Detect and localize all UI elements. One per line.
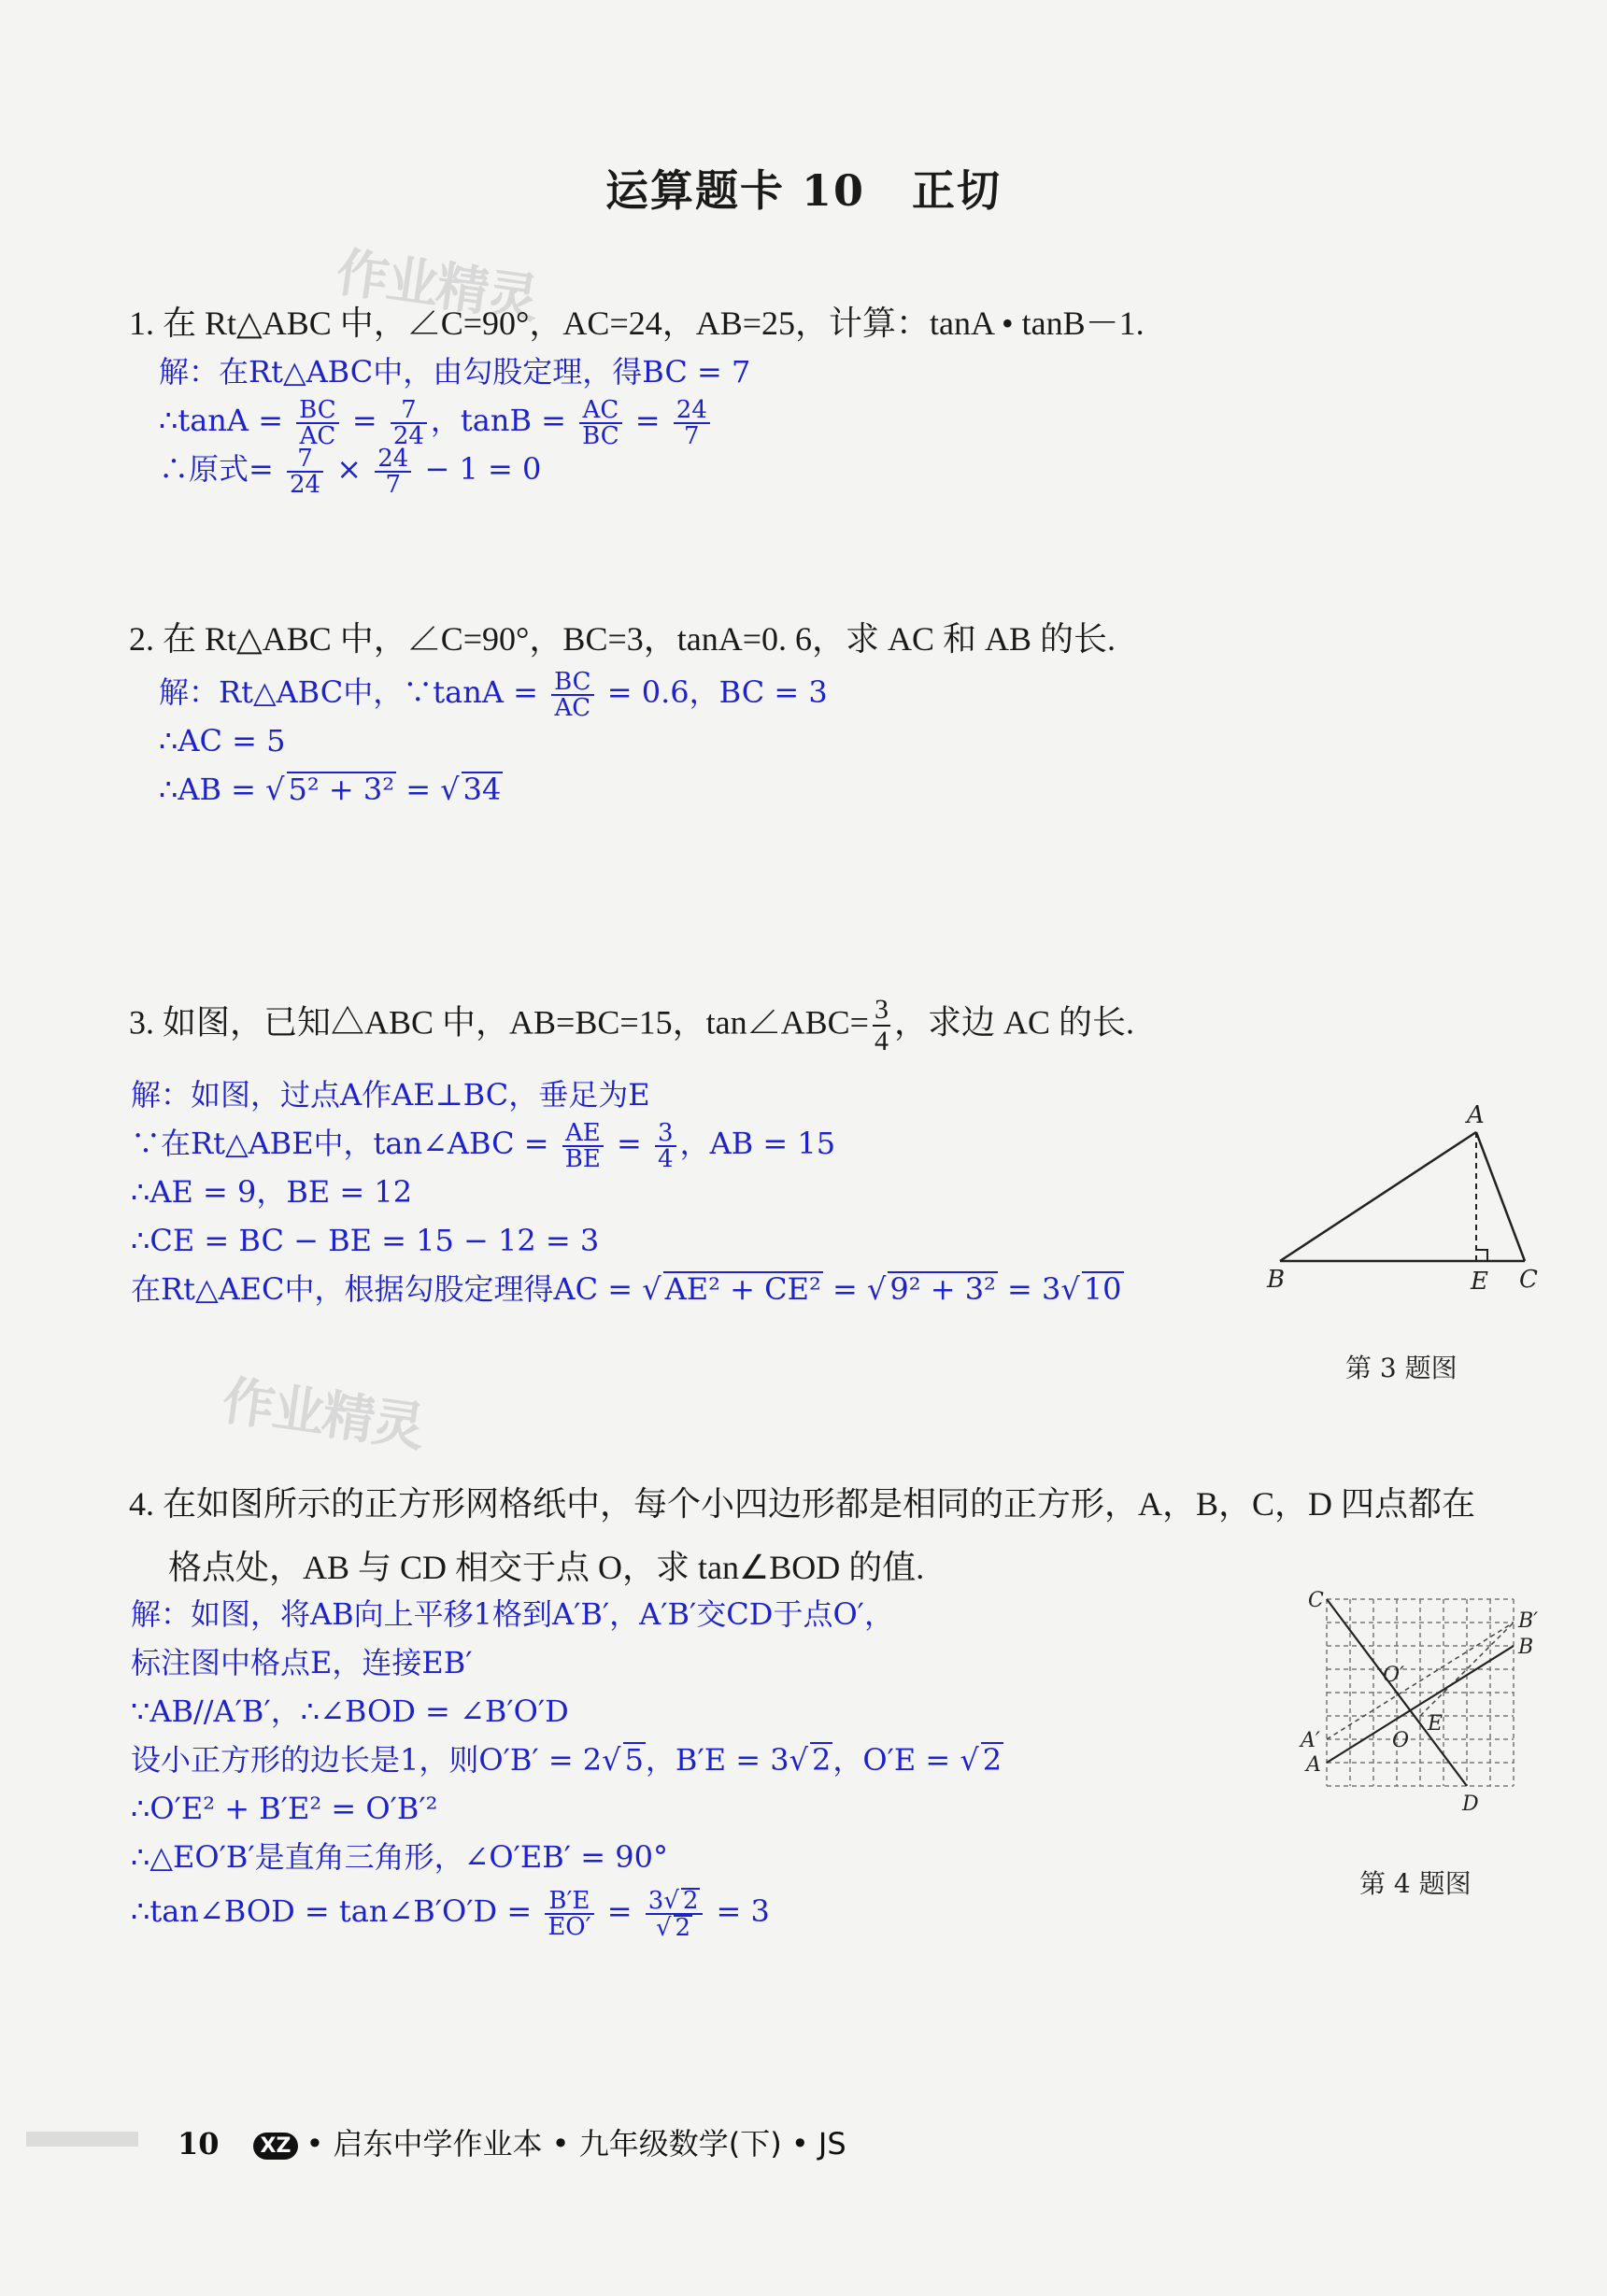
q4-label-d: D bbox=[1462, 1793, 1479, 1816]
q1-frac-24-7b: $\frac{24}{7}$ bbox=[375, 446, 411, 497]
q1-line-1: 解：在Rt△ABC中，由勾股定理，得BC = 7 bbox=[159, 354, 751, 390]
q1-frac-7-24b: $\frac{7}{24}$ bbox=[287, 446, 323, 497]
q1-tanB-label: ，tanB = bbox=[430, 403, 566, 438]
q4-label-a: A bbox=[1306, 1753, 1321, 1777]
q3-line-2: ∵在Rt△ABE中，tan∠ABC = $\frac{AE}{BE}$ = $\frac{3}{4}$ ，AB = 15 bbox=[131, 1118, 836, 1173]
q3-sqrt-2: 9² + 3² bbox=[889, 1271, 996, 1307]
q2-line-2: ∴AC = 5 bbox=[159, 723, 286, 758]
q4-question-line-2: 格点处，AB 与 CD 相交于点 O，求 tan∠BOD 的值. bbox=[168, 1549, 925, 1586]
q4-label-ap: A′ bbox=[1301, 1729, 1320, 1752]
footer-text: • 启东中学作业本 • 九年级数学(下) • JS bbox=[306, 2126, 846, 2161]
q2-line-3: ∴AB = √ 5² + 3² = √ 34 bbox=[159, 772, 502, 807]
q3-label-b: B bbox=[1267, 1266, 1286, 1294]
watermark-2: 作业精灵 bbox=[218, 1370, 427, 1459]
q4-sqrt-5: 5 bbox=[624, 1742, 644, 1778]
q4-label-c: C bbox=[1308, 1589, 1324, 1612]
q4-frac-3r2-r2: $\frac{3√ 2}{√ 2}$ bbox=[646, 1888, 704, 1940]
q4-figure bbox=[1280, 1579, 1551, 1831]
q3-figure bbox=[1261, 1093, 1560, 1308]
page-title bbox=[0, 157, 1607, 219]
q4-line-5: ∴O′E² + B′E² = O′B′² bbox=[131, 1791, 438, 1826]
q1-frac-bc-ac: $\frac{BC}{AC}$ bbox=[296, 398, 338, 448]
footer-decoration bbox=[26, 2128, 138, 2150]
q3-side-ac bbox=[1476, 1132, 1525, 1261]
q4-line-6: ∴△EO′B′是直角三角形，∠O′EB′ = 90° bbox=[131, 1839, 668, 1875]
q4-label-e: E bbox=[1428, 1712, 1443, 1736]
q4-sqrt-2a: 2 bbox=[811, 1742, 832, 1778]
q1-tanA-label: ∴tanA = bbox=[159, 403, 283, 438]
q4-line-4: 设小正方形的边长是1，则O′B′ = 2√ 5，B′E = 3√ 2，O′E = √ 2 bbox=[131, 1742, 1003, 1778]
q4-caption: 第 4 题图 bbox=[1359, 1868, 1472, 1899]
q4-solution bbox=[131, 1590, 1003, 1942]
q3-sqrt-3: 10 bbox=[1083, 1271, 1122, 1307]
q4-label-bp: B′ bbox=[1518, 1609, 1539, 1633]
q3-frac-3-4b: $\frac{3}{4}$ bbox=[655, 1121, 676, 1171]
q2-frac-bc-ac: $\frac{BC}{AC}$ bbox=[551, 670, 593, 720]
q3-line-3: ∴AE = 9，BE = 12 bbox=[131, 1174, 413, 1210]
title-topic: 正切 bbox=[912, 165, 1003, 216]
q2-sqrt-1: 5² + 3² bbox=[288, 772, 395, 807]
q4-line-7: ∴tan∠BOD = tan∠B′O′D = $\frac{B'E}{EO'}$ = $\frac{3√ 2}{√ 2}$ = 3 bbox=[131, 1886, 770, 1942]
page-number: 10 bbox=[178, 2126, 220, 2161]
q1-frac-ac-bc: $\frac{AC}{BC}$ bbox=[579, 398, 621, 448]
q4-label-b: B bbox=[1518, 1636, 1534, 1659]
q3-line-4: ∴CE = BC − BE = 15 − 12 = 3 bbox=[131, 1223, 600, 1258]
q4-line-1: 解：如图，将AB向上平移1格到A′B′，A′B′交CD于点O′， bbox=[131, 1596, 894, 1632]
footer bbox=[178, 2120, 846, 2163]
q1-solution bbox=[159, 347, 751, 499]
q2-question: 2. 在 Rt△ABC 中，∠C=90°，BC=3，tanA=0. 6，求 AC 和 AB 的长. bbox=[129, 620, 1116, 658]
q3-frac-3-4: $\frac{3}{4}$ bbox=[874, 994, 889, 1056]
q2-solution bbox=[159, 668, 828, 814]
q3-label-a: A bbox=[1467, 1101, 1485, 1129]
q1-line-2: ∴tanA = $\frac{BC}{AC}$ = $\frac{7}{24}$ ，tanB = $\frac{AC}{BC}$ = $\frac{24}{7}$ bbox=[159, 396, 750, 445]
q4-line-2: 标注图中格点E，连接EB′ bbox=[131, 1645, 473, 1680]
publisher-badge: XZ bbox=[253, 2133, 299, 2160]
q3-right-angle bbox=[1476, 1250, 1487, 1261]
q3-frac-ae-be: $\frac{AE}{BE}$ bbox=[562, 1121, 604, 1171]
q1-frac-24-7: $\frac{24}{7}$ bbox=[674, 398, 710, 448]
q2-sqrt-2: 34 bbox=[462, 772, 502, 807]
q4-label-op: O′ bbox=[1383, 1664, 1405, 1687]
q3-sqrt-1: AE² + CE² bbox=[664, 1271, 821, 1307]
q1-question: 1. 在 Rt△ABC 中，∠C=90°，AC=24，AB=25，计算：tanA • tanB－1. bbox=[129, 305, 1145, 342]
q3-solution bbox=[131, 1070, 1124, 1313]
q4-grid bbox=[1327, 1599, 1514, 1786]
title-main: 运算题卡 10 bbox=[604, 165, 866, 216]
q4-line-3: ∵AB//A′B′，∴∠BOD = ∠B′O′D bbox=[131, 1694, 569, 1729]
q4-line-apbp bbox=[1327, 1623, 1514, 1739]
q1-line-3: ∴原式= $\frac{7}{24}$ × $\frac{24}{7}$ − 1 = 0 bbox=[159, 444, 542, 499]
q3-question: 3. 如图，已知△ABC 中，AB=BC=15，tan∠ABC= $\frac{3}{4}$ ，求边 AC 的长. bbox=[129, 994, 1134, 1056]
q4-question-line-1: 4. 在如图所示的正方形网格纸中，每个小四边形都是相同的正方形，A，B，C，D 四点都在 bbox=[129, 1485, 1476, 1523]
q3-caption: 第 3 题图 bbox=[1345, 1353, 1458, 1383]
q4-frac-be-eo: $\frac{B'E}{EO'}$ bbox=[545, 1889, 593, 1939]
watermark-1: 作业精灵 bbox=[332, 242, 541, 331]
q2-line-1: 解：Rt△ABC中，∵tanA = $\frac{BC}{AC}$ = 0.6，BC = 3 bbox=[159, 667, 828, 722]
q3-line-1: 解：如图，过点A作AE⊥BC，垂足为E bbox=[131, 1077, 650, 1113]
q3-line-5: 在Rt△AEC中，根据勾股定理得AC = √ AE² + CE² = √ 9² + 3² = 3√ 10 bbox=[131, 1271, 1122, 1307]
q3-side-ab bbox=[1280, 1132, 1476, 1261]
q4-label-o: O bbox=[1392, 1729, 1410, 1752]
q4-sqrt-2b: 2 bbox=[982, 1742, 1003, 1778]
q3-label-c: C bbox=[1519, 1266, 1538, 1294]
q3-label-e: E bbox=[1471, 1268, 1488, 1296]
q1-frac-7-24: $\frac{7}{24}$ bbox=[391, 398, 427, 448]
